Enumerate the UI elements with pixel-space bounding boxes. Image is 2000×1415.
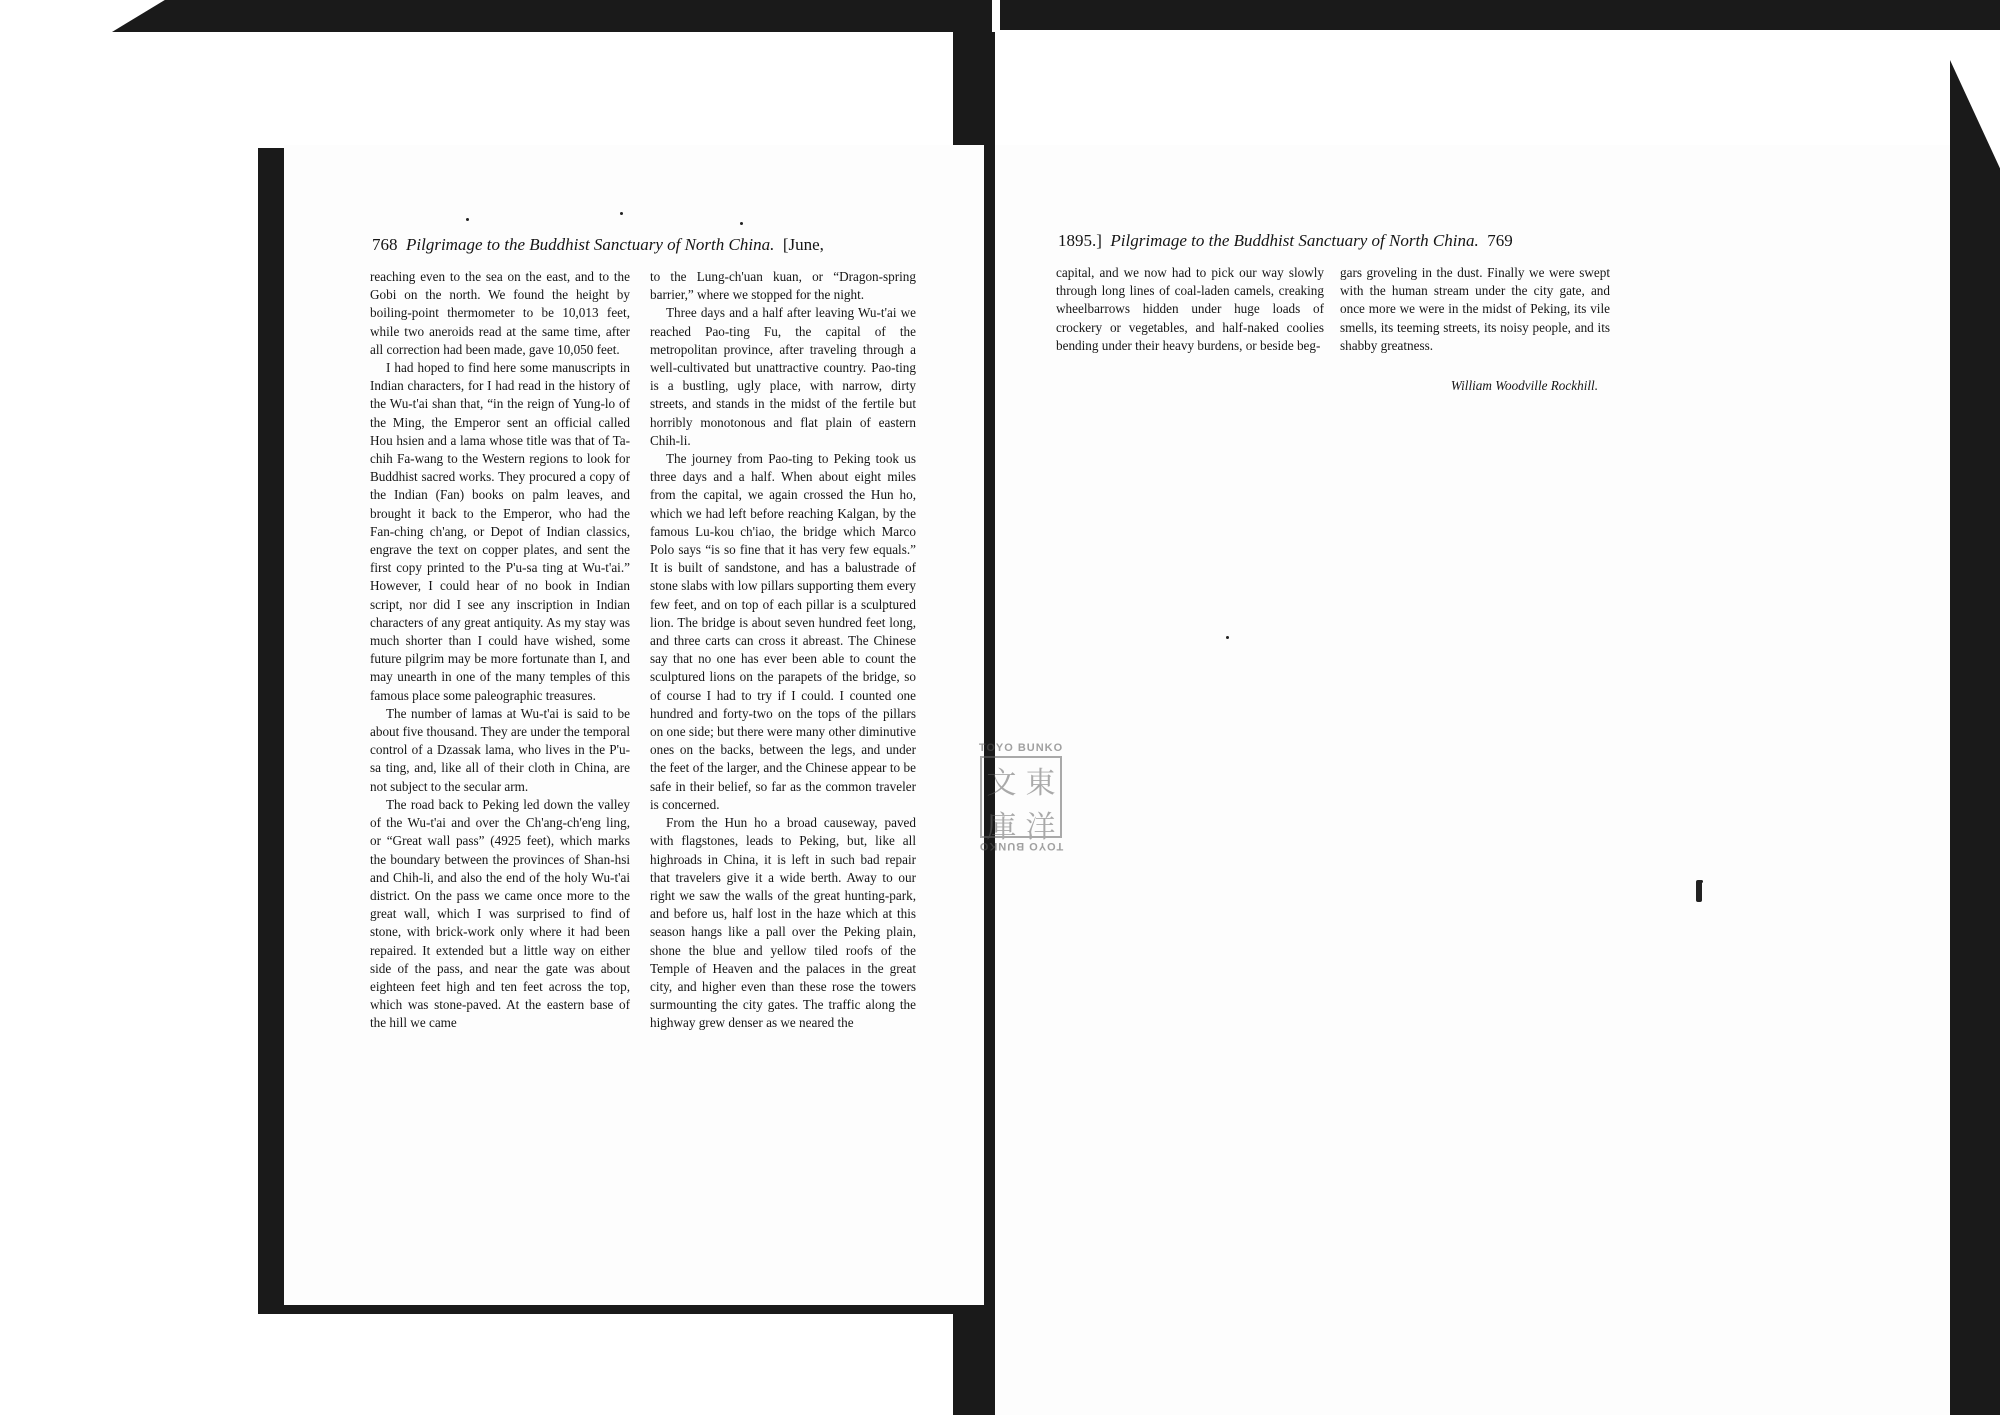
right-running-year: 1895.] — [1058, 231, 1102, 250]
scan-left-book-edge — [258, 148, 284, 1308]
paragraph: Three days and a half after leaving Wu-t'ai we reached Pao-ting Fu, the capital of the metropolitan province, after traveling through a well-cultivated but unattractive country. Pao-ting is a bustling, ugly place, with narrow, dirty streets, and stands in the midst of the fertile but horribly monotonous and flat plain of eastern Chih-li. — [650, 305, 916, 448]
left-running-head — [372, 235, 824, 255]
right-page-number: 769 — [1487, 231, 1513, 250]
paragraph: capital, and we now had to pick our way slowly through long lines of coal-laden camels, creaking wheelbarrows hidden under huge loads of crockery or vegetables, and half-naked coolies bending under their heavy burdens, or beside beg- — [1056, 265, 1324, 353]
stamp-top-label: TOYO BUNKO — [978, 742, 1064, 754]
right-page-lower — [995, 30, 1950, 145]
scan-speck — [620, 212, 623, 215]
paragraph: I had hoped to find here some manuscripts in Indian characters, for I had read in the history of the Wu-t'ai shan that, “in the reign of Yung-lo of the Ming, the Emperor sent an official called Hou hsien and a lama whose title was that of Ta-chih Fa-wang to the Western regions to look for Buddhist sacred works. They procured a copy of the Indian (Fan) books on palm leaves, and brought it back to the Emperor, who had the Fan-ching ch'ang, or Depot of Indian classics, engrave the text on copper plates, and sent the first copy printed to the P'u-sa ting at Wu-t'ai.” However, I could hear of no book in Indian script, nor did I see any inscription in Indian characters of any great antiquity. As my stay was much shorter than I could have wished, some future pilgrim may be more fortunate than I, and may unearth in one of the many temples of this famous place some paleographic treasures. — [370, 360, 630, 703]
stamp-char: 東 — [1025, 766, 1056, 801]
paragraph: to the Lung-ch'uan kuan, or “Dragon-spring barrier,” where we stopped for the night. — [650, 269, 916, 303]
left-page-column-2 — [650, 268, 916, 1033]
left-running-date: [June, — [782, 235, 824, 254]
stamp-char: 庫 — [986, 810, 1017, 845]
scan-top-border-right — [1000, 0, 2000, 30]
stamp-char: 洋 — [1025, 810, 1056, 845]
right-page-column-1 — [1056, 264, 1324, 355]
stamp-char: 文 — [986, 766, 1017, 801]
paragraph: reaching even to the sea on the east, and to the Gobi on the north. We found the height by boiling-point thermometer to be 10,013 feet, while two aneroids read at the same time, after all correction had been made, gave 10,050 feet. — [370, 269, 630, 357]
left-page-number: 768 — [372, 235, 398, 254]
scan-right-edge — [1950, 60, 2000, 1415]
right-page-column-2 — [1340, 264, 1610, 355]
toyo-bunko-stamp — [976, 742, 1066, 854]
stamp-bottom-label: TOYO BUNKO — [978, 840, 1064, 852]
right-running-title: Pilgrimage to the Buddhist Sanctuary of North China. — [1110, 231, 1479, 250]
stamp-seal — [980, 756, 1062, 845]
paragraph: The journey from Pao-ting to Peking took us three days and a half. When about eight miles from the capital, we again crossed the Hun ho, which we had left before reaching Kalgan, by the famous Lu-kou ch'iao, the bridge which Marco Polo says “is so fine that it has very few equals.” It is built of sandstone, and has a balustrade of stone slabs with low pillars supporting them every few feet, and on top of each pillar is a sculptured lion. The bridge is about seven hundred feet long, and three carts can cross it abreast. The Chinese say that no one has ever been able to count the sculptured lions on the parapets of the bridge, so of course I had to try if I could. I counted one hundred and forty-two on the tops of the pillars on one side; but there were many other diminutive ones on the backs, between the legs, and under the feet of the larger, and the Chinese appear to be safe in their belief, so far as the common traveler is concerned. — [650, 451, 916, 812]
scan-speck — [740, 222, 743, 225]
left-page-column-1 — [370, 268, 630, 1033]
scan-speck — [1696, 880, 1702, 902]
left-running-title: Pilgrimage to the Buddhist Sanctuary of North China. — [406, 235, 775, 254]
scan-speck — [1226, 636, 1229, 639]
right-running-head — [1058, 231, 1513, 251]
scan-speck — [466, 218, 469, 221]
paragraph: The number of lamas at Wu-t'ai is said to be about five thousand. They are under the temporal control of a Dzassak lama, who lives in the P'u-sa ting, and, like all of their cloth in China, are not subject to the secular arm. — [370, 705, 630, 794]
paragraph: From the Hun ho a broad causeway, paved with flagstones, leads to Peking, but, like all highroads in China, it is left in such bad repair that travelers give it a wide berth. Away to our right we saw the walls of the great hunting-park, and before us, half lost in the haze which at this season hangs like a pall over the Peking plain, shone the blue and yellow tiled roofs of the Temple of Heaven and the palaces in the great city, and higher even than these rose the towers surmounting the city gates. The traffic along the highway grew denser as we neared the — [650, 815, 916, 1031]
signature: William Woodville Rockhill. — [1450, 378, 1598, 393]
paragraph: gars groveling in the dust. Finally we were swept with the human stream under the city gate, and once more we were in the midst of Peking, its vile smells, its teeming streets, its noisy people, and its shabby greatness. — [1340, 265, 1610, 353]
scan-top-border-left — [112, 0, 992, 32]
paragraph: The road back to Peking led down the valley of the Wu-t'ai and over the Ch'ang-ch'eng ling, or “Great wall pass” (4925 feet), which marks the boundary between the provinces of Shan-hsi and Chih-li, and also the end of the holy Wu-t'ai district. On the pass we came once more to the great wall, which I was surprised to find of stone, with brick-work only where it had been repaired. It extended but a little way on either side of the pass, and near the gate was about eighteen feet high and ten feet across the top, which was stone-paved. At the eastern base of the hill we came — [370, 796, 630, 1031]
